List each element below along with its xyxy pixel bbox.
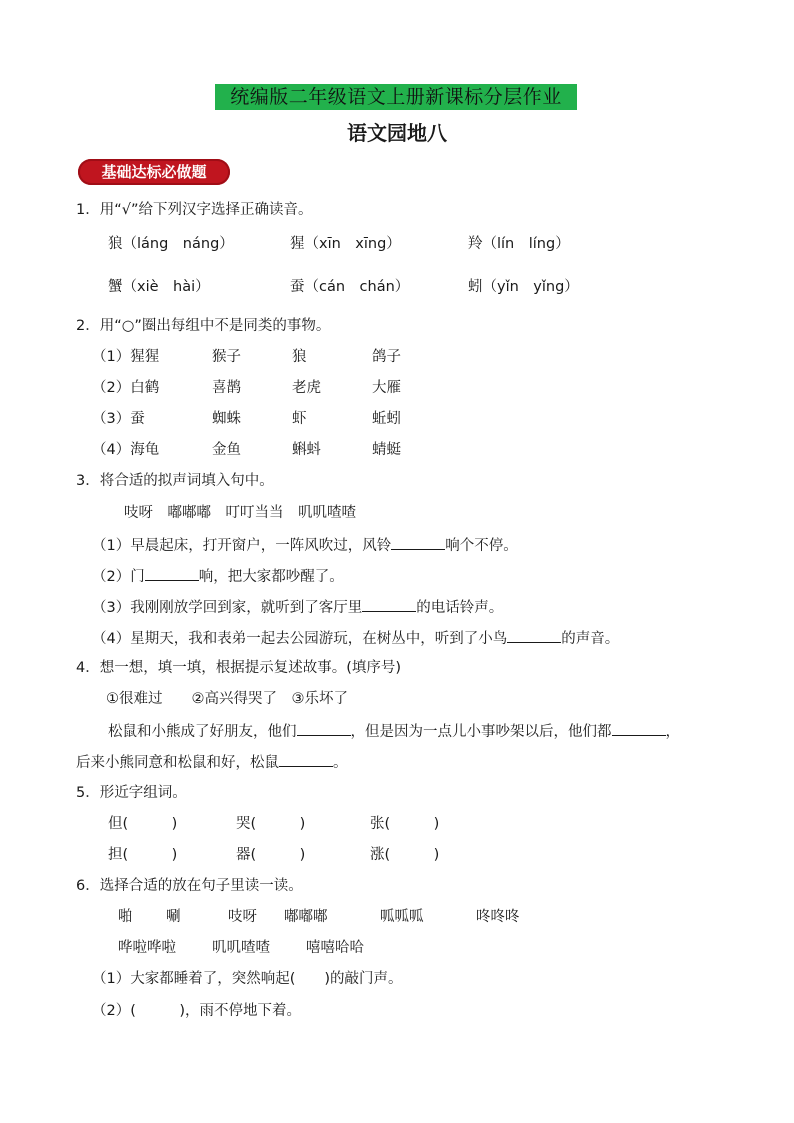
fill-sentence-2 bbox=[92, 565, 344, 587]
word-build-item: 涨( ) bbox=[370, 847, 440, 863]
sentence-text: （2）门 bbox=[92, 569, 145, 585]
fill-sentence: （2）( )，雨不停地下着。 bbox=[92, 1003, 302, 1019]
question-5-prompt: 5．形近字组词。 bbox=[76, 785, 187, 801]
fill-sentence-1 bbox=[92, 534, 518, 556]
word-build-item: 张( ) bbox=[370, 816, 440, 832]
page-title: 语文园地八 bbox=[347, 121, 447, 145]
answer-blank[interactable] bbox=[507, 627, 561, 643]
answer-blank[interactable] bbox=[362, 596, 416, 612]
group-item: （2）白鹤 bbox=[92, 380, 160, 396]
fill-sentence: （1）大家都睡着了，突然响起( )的敲门声。 bbox=[92, 971, 403, 987]
sentence-text: （1）早晨起床，打开窗户，一阵风吹过，风铃 bbox=[92, 538, 392, 554]
pinyin-item: 猩（xīn xīng） bbox=[290, 236, 401, 252]
group-item: （3）蚕 bbox=[92, 411, 145, 427]
word-bank-item: 嘻嘻哈哈 bbox=[306, 940, 364, 956]
word-bank-item: 啪 bbox=[118, 909, 133, 925]
answer-blank[interactable] bbox=[297, 720, 351, 736]
answer-blank[interactable] bbox=[145, 565, 199, 581]
word-bank: 吱呀 嘟嘟嘟 叮叮当当 叽叽喳喳 bbox=[124, 505, 356, 521]
word-bank-item: 咚咚咚 bbox=[476, 909, 520, 925]
question-3-prompt: 3．将合适的拟声词填入句中。 bbox=[76, 473, 274, 489]
word-bank-item: 唰 bbox=[166, 909, 181, 925]
sentence-text: 响个不停。 bbox=[445, 538, 518, 554]
fill-sentence-4 bbox=[92, 627, 619, 649]
pinyin-item: 羚（lín líng） bbox=[468, 236, 570, 252]
story-text: ， bbox=[665, 724, 680, 740]
group-item: 猴子 bbox=[212, 349, 241, 365]
group-item: （4）海龟 bbox=[92, 442, 160, 458]
sentence-text: 响，把大家都吵醒了。 bbox=[198, 569, 344, 585]
group-item: 老虎 bbox=[292, 380, 321, 396]
story-line-2 bbox=[76, 751, 348, 773]
word-bank-item: 嘟嘟嘟 bbox=[284, 909, 328, 925]
story-text: 。 bbox=[333, 755, 348, 771]
options-list: ①很难过 ②高兴得哭了 ③乐坏了 bbox=[106, 691, 348, 707]
section-badge: 基础达标必做题 bbox=[78, 159, 230, 185]
answer-blank[interactable] bbox=[391, 534, 445, 550]
group-item: 狼 bbox=[292, 349, 307, 365]
story-text: ，但是因为一点儿小事吵架以后，他们都 bbox=[350, 724, 612, 740]
word-bank-item: 叽叽喳喳 bbox=[212, 940, 270, 956]
sentence-text: （3）我刚刚放学回到家，就听到了客厅里 bbox=[92, 600, 363, 616]
group-item: 金鱼 bbox=[212, 442, 241, 458]
word-build-item: 但( ) bbox=[108, 816, 178, 832]
pinyin-item: 蚕（cán chán） bbox=[290, 279, 410, 295]
story-line-1 bbox=[108, 720, 680, 742]
word-bank-item: 吱呀 bbox=[228, 909, 257, 925]
group-item: 大雁 bbox=[372, 380, 401, 396]
group-item: 鸽子 bbox=[372, 349, 401, 365]
sentence-text: 的声音。 bbox=[561, 631, 620, 647]
answer-blank[interactable] bbox=[279, 751, 333, 767]
sentence-text: （4）星期天，我和表弟一起去公园游玩，在树丛中，听到了小鸟 bbox=[92, 631, 508, 647]
worksheet-banner: 统编版二年级语文上册新课标分层作业 bbox=[215, 84, 577, 110]
pinyin-item: 蟹（xiè hài） bbox=[108, 279, 210, 295]
word-build-item: 器( ) bbox=[236, 847, 306, 863]
fill-sentence-3 bbox=[92, 596, 503, 618]
sentence-text: 的电话铃声。 bbox=[416, 600, 504, 616]
group-item: （1）猩猩 bbox=[92, 349, 160, 365]
word-bank-item: 哗啦哗啦 bbox=[118, 940, 176, 956]
story-text: 后来小熊同意和松鼠和好，松鼠 bbox=[76, 755, 279, 771]
word-build-item: 哭( ) bbox=[236, 816, 306, 832]
question-1-prompt: 1．用“√”给下列汉字选择正确读音。 bbox=[76, 202, 313, 218]
pinyin-item: 蚓（yǐn yǐng） bbox=[468, 279, 579, 295]
question-4-prompt: 4．想一想，填一填，根据提示复述故事。(填序号) bbox=[76, 660, 402, 676]
group-item: 虾 bbox=[292, 411, 307, 427]
group-item: 蜘蛛 bbox=[212, 411, 241, 427]
story-text: 松鼠和小熊成了好朋友，他们 bbox=[108, 724, 297, 740]
question-6-prompt: 6．选择合适的放在句子里读一读。 bbox=[76, 878, 303, 894]
word-build-item: 担( ) bbox=[108, 847, 178, 863]
word-bank-item: 呱呱呱 bbox=[380, 909, 424, 925]
group-item: 喜鹊 bbox=[212, 380, 241, 396]
answer-blank[interactable] bbox=[612, 720, 666, 736]
pinyin-item: 狼（láng náng） bbox=[108, 236, 234, 252]
group-item: 蚯蚓 bbox=[372, 411, 401, 427]
group-item: 蝌蚪 bbox=[292, 442, 321, 458]
question-2-prompt: 2．用“○”圈出每组中不是同类的事物。 bbox=[76, 318, 331, 334]
group-item: 蜻蜓 bbox=[372, 442, 401, 458]
